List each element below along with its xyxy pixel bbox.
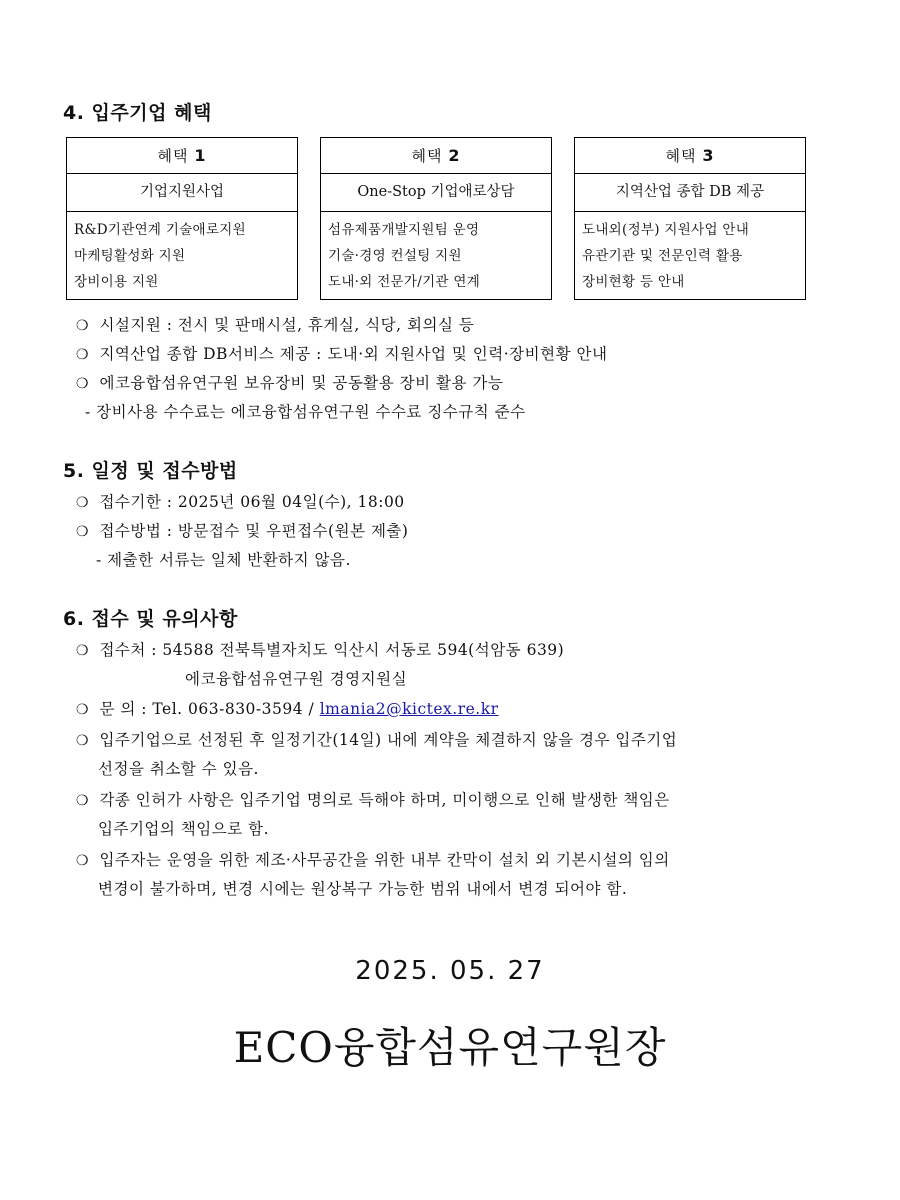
- benefit-1-item: 마케팅활성화 지원: [74, 248, 186, 264]
- section-4-title: 4. 입주기업 혜택: [63, 102, 212, 124]
- circle-bullet-icon: ❍: [76, 347, 90, 363]
- section-6-notice-cont: 선정을 취소할 수 있음.: [98, 760, 259, 778]
- section-6-notice-cont: 변경이 불가하며, 변경 시에는 원상복구 가능한 범위 내에서 변경 되어야 함.: [98, 880, 628, 898]
- circle-bullet-icon: ❍: [76, 495, 90, 511]
- issuer-signature: ECO융합섬유연구원장: [233, 1023, 667, 1072]
- section-5-bullet: ❍ 접수기한 : 2025년 06월 04일(수), 18:00: [76, 493, 405, 511]
- benefit-2-item: 기술·경영 컨설팅 지원: [328, 248, 462, 264]
- benefit-3-item: 유관기관 및 전문인력 활용: [582, 248, 743, 264]
- benefit-box-1: [66, 137, 298, 300]
- benefit-2-header: 혜택 2: [321, 138, 551, 174]
- circle-bullet-icon: ❍: [76, 853, 90, 869]
- circle-bullet-icon: ❍: [76, 376, 90, 392]
- benefit-3-header: 혜택 3: [575, 138, 805, 174]
- benefit-3-name: 지역산업 종합 DB 제공: [575, 174, 805, 212]
- section-6-address: ❍ 접수처 : 54588 전북특별자치도 익산시 서동로 594(석암동 639): [76, 641, 565, 659]
- section-4-bullet: ❍ 에코융합섬유연구원 보유장비 및 공동활용 장비 활용 가능: [76, 374, 504, 392]
- section-6-contact: ❍ 문 의 : Tel. 063-830-3594 / lmania2@kictex.re.kr: [76, 700, 499, 718]
- section-5-bullet: ❍ 접수방법 : 방문접수 및 우편접수(원본 제출): [76, 522, 409, 540]
- benefit-3-item: 장비현황 등 안내: [582, 274, 685, 290]
- circle-bullet-icon: ❍: [76, 524, 90, 540]
- section-5-note: - 제출한 서류는 일체 반환하지 않음.: [96, 551, 351, 569]
- section-6-notice: ❍ 각종 인허가 사항은 입주기업 명의로 득해야 하며, 미이행으로 인해 발생한 책임은: [76, 791, 670, 809]
- circle-bullet-icon: ❍: [76, 643, 90, 659]
- section-6-notice-cont: 입주기업의 책임으로 함.: [98, 820, 270, 838]
- circle-bullet-icon: ❍: [76, 702, 90, 718]
- benefit-box-2: [320, 137, 552, 300]
- section-5-title: 5. 일정 및 접수방법: [63, 460, 238, 482]
- section-4-bullet: ❍ 지역산업 종합 DB서비스 제공 : 도내·외 지원사업 및 인력·장비현황 안내: [76, 345, 608, 363]
- benefit-3-item: 도내외(정부) 지원사업 안내: [582, 222, 750, 238]
- document-date: 2025. 05. 27: [355, 956, 545, 986]
- circle-bullet-icon: ❍: [76, 793, 90, 809]
- section-4-note: - 장비사용 수수료는 에코융합섬유연구원 수수료 징수규칙 준수: [85, 403, 526, 421]
- benefit-2-item: 도내·외 전문가/기관 연계: [328, 274, 481, 290]
- benefit-1-header: 혜택 1: [67, 138, 297, 174]
- circle-bullet-icon: ❍: [76, 318, 90, 334]
- benefit-2-item: 섬유제품개발지원팀 운영: [328, 222, 480, 238]
- benefit-1-item: 장비이용 지원: [74, 274, 159, 290]
- section-6-notice: ❍ 입주기업으로 선정된 후 일정기간(14일) 내에 계약을 체결하지 않을 경우 입주기업: [76, 731, 678, 749]
- section-6-notice: ❍ 입주자는 운영을 위한 제조·사무공간을 위한 내부 칸막이 설치 외 기본시설의 임의: [76, 851, 670, 869]
- benefit-1-item: R&D기관연계 기술애로지원: [74, 222, 246, 238]
- email-link[interactable]: lmania2@kictex.re.kr: [319, 700, 499, 718]
- benefit-box-3: [574, 137, 806, 300]
- circle-bullet-icon: ❍: [76, 733, 90, 749]
- section-6-address-dept: 에코융합섬유연구원 경영지원실: [185, 670, 408, 688]
- section-6-title: 6. 접수 및 유의사항: [63, 608, 238, 630]
- section-4-bullet: ❍ 시설지원 : 전시 및 판매시설, 휴게실, 식당, 회의실 등: [76, 316, 475, 334]
- benefit-1-name: 기업지원사업: [67, 174, 297, 212]
- benefit-2-name: One-Stop 기업애로상담: [321, 174, 551, 212]
